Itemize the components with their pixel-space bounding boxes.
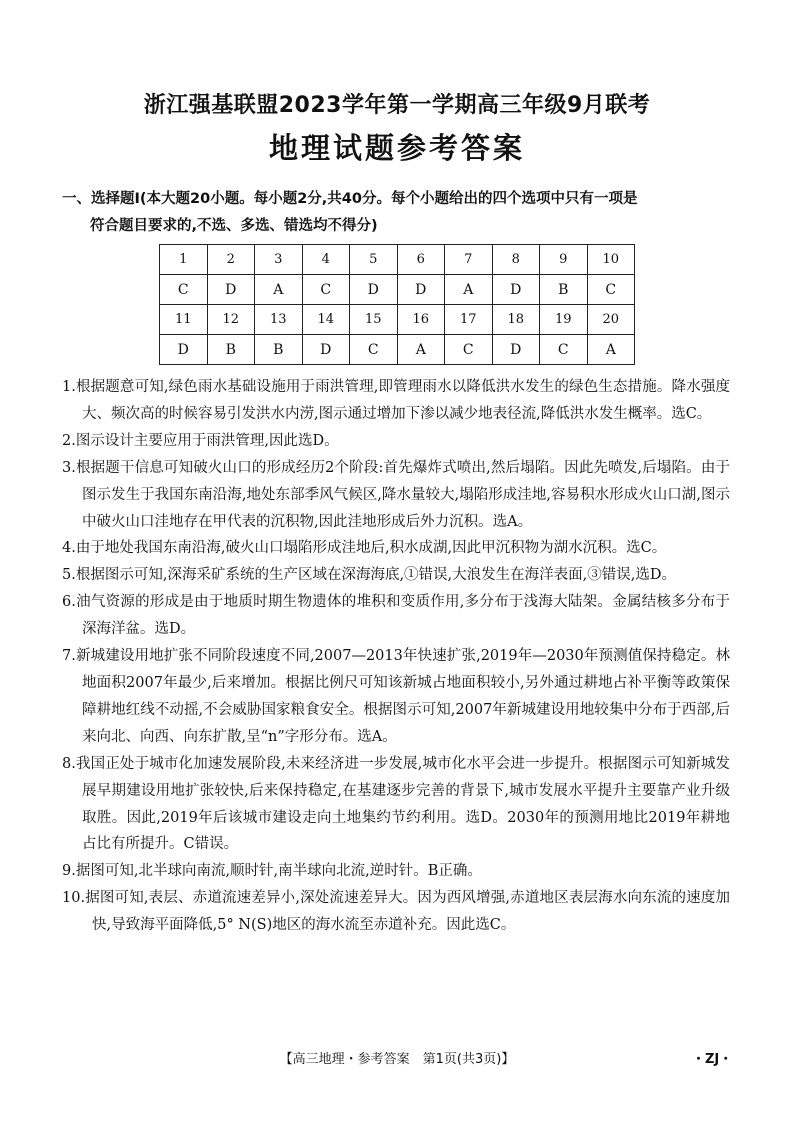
question-number: 2: [207, 245, 255, 275]
explanation-item: 10.据图可知,表层、赤道流速差异小,深处流速差异大。因为西风增强,赤道地区表层海水向东流的速度加快,导致海平面降低,5° N(S)地区的海水流至赤道补充。因此选C。: [62, 890, 730, 934]
answer-row: [160, 335, 635, 365]
answer-cell: D: [492, 275, 540, 305]
explanation-item: 3.根据题干信息可知破火山口的形成经历2个阶段:首先爆炸式喷出,然后塌陷。因此先喷发,后塌陷。由于图示发生于我国东南沿海,地处东部季风气候区,降水量较大,塌陷形成洼地,容易积水形成火山口湖,图示中破火山口洼地存在甲代表的沉积物,因此洼地形成后外力沉积。选A。: [62, 459, 730, 530]
question-number: 14: [302, 305, 350, 335]
question-number: 15: [350, 305, 398, 335]
question-number: 11: [160, 305, 208, 335]
explanation-item: 8.我国正处于城市化加速发展阶段,未来经济进一步发展,城市化水平会进一步提升。根据图示可知新城发展早期建设用地扩张较快,后来保持稳定,在基建逐步完善的背景下,城市发展水平提升主要靠产业升级取胜。因此,2019年后该城市建设走向土地集约节约利用。选D。2030年的预测用地比2019年耕地占比有所提升。C错误。: [62, 755, 730, 853]
answer-cell: D: [207, 275, 255, 305]
question-number: 6: [397, 245, 445, 275]
answer-cell: C: [587, 275, 635, 305]
question-number: 12: [207, 305, 255, 335]
question-number: 8: [492, 245, 540, 275]
explanation-item: 1.根据题意可知,绿色雨水基础设施用于雨洪管理,即管理雨水以降低洪水发生的绿色生态措施。降水强度大、频次高的时候容易引发洪水内涝,图示通过增加下渗以减少地表径流,降低洪水发生概率。选C。: [62, 379, 730, 422]
question-number: 13: [255, 305, 303, 335]
answer-cell: D: [160, 335, 208, 365]
answer-cell: D: [350, 275, 398, 305]
question-number: 20: [587, 305, 635, 335]
question-number: 10: [587, 245, 635, 275]
answer-cell: A: [255, 275, 303, 305]
answer-cell: C: [540, 335, 588, 365]
answer-cell: D: [492, 335, 540, 365]
answer-cell: B: [255, 335, 303, 365]
question-number: 9: [540, 245, 588, 275]
question-number-row: [160, 245, 635, 275]
question-number: 17: [445, 305, 493, 335]
document-title: 地理试题参考答案: [268, 131, 525, 165]
question-number: 16: [397, 305, 445, 335]
question-number-row: [160, 305, 635, 335]
exam-title: 浙江强基联盟2023学年第一学期高三年级9月联考: [143, 93, 651, 118]
answer-row: [160, 275, 635, 305]
page-footer: 【高三地理・参考答案 第1页(共3页)】: [279, 1052, 515, 1067]
explanation-item: 4.由于地处我国东南沿海,破火山口塌陷形成洼地后,积水成湖,因此甲沉积物为湖水沉积。选C。: [62, 540, 667, 557]
answer-cell: C: [160, 275, 208, 305]
question-number: 3: [255, 245, 303, 275]
question-number: 4: [302, 245, 350, 275]
section-heading-line2: 符合题目要求的,不选、多选、错选均不得分): [90, 218, 378, 234]
explanation-item: 9.据图可知,北半球向南流,顺时针,南半球向北流,逆时针。B正确。: [62, 863, 482, 880]
answer-table: [159, 244, 635, 365]
section-heading-line1: 一、选择题Ⅰ(本大题20小题。每小题2分,共40分。每个小题给出的四个选项中只有一项是: [62, 191, 638, 207]
question-number: 7: [445, 245, 493, 275]
answer-cell: A: [587, 335, 635, 365]
question-number: 5: [350, 245, 398, 275]
answer-cell: A: [445, 275, 493, 305]
explanation-item: 5.根据图示可知,深海采矿系统的生产区域在深海海底,①错误,大浪发生在海洋表面,③错误,选D。: [62, 567, 677, 584]
question-number: 19: [540, 305, 588, 335]
answer-cell: C: [350, 335, 398, 365]
footer-tag: ・ZJ・: [692, 1052, 733, 1067]
section-heading: [62, 186, 730, 240]
question-number: 1: [160, 245, 208, 275]
explanations-list: [62, 374, 730, 939]
answer-cell: A: [397, 335, 445, 365]
answer-cell: C: [445, 335, 493, 365]
answer-cell: C: [302, 275, 350, 305]
answer-cell: B: [207, 335, 255, 365]
explanation-item: 6.油气资源的形成是由于地质时期生物遗体的堆积和变质作用,多分布于浅海大陆架。金属结核多分布于深海洋盆。选D。: [62, 594, 730, 638]
answer-cell: D: [397, 275, 445, 305]
question-number: 18: [492, 305, 540, 335]
explanation-item: 7.新城建设用地扩张不同阶段速度不同,2007—2013年快速扩张,2019年—2030年预测值保持稳定。林地面积2007年最少,后来增加。根据比例尺可知该新城占地面积较小,另外通过耕地占补平衡等政策保障耕地红线不动摇,不会威胁国家粮食安全。根据图示可知,2007年新城建设用地较集中分布于西部,后来向北、向西、向东扩散,呈“n”字形分布。选A。: [62, 648, 730, 745]
answer-cell: B: [540, 275, 588, 305]
explanation-item: 2.图示设计主要应用于雨洪管理,因此选D。: [62, 432, 339, 449]
answer-cell: D: [302, 335, 350, 365]
